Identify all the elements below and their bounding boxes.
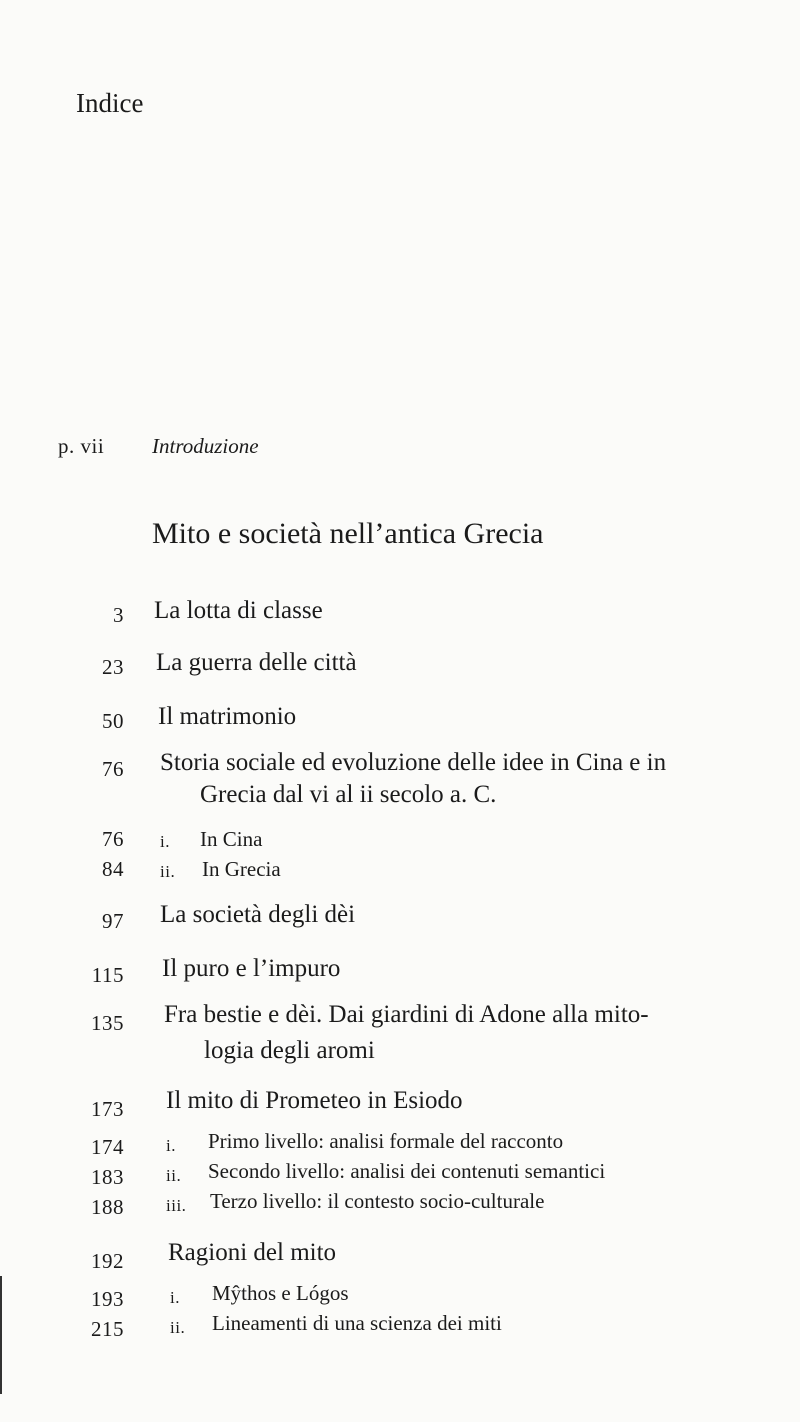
entry-page-number: 174 <box>91 1135 124 1159</box>
entry-page-number: 3 <box>113 603 124 627</box>
entry-title-continuation: Grecia dal vi al ii secolo a. C. <box>200 781 497 808</box>
scan-margin-line <box>0 1276 2 1394</box>
intro-page-number: p. vii <box>58 434 105 458</box>
page-title: Indice <box>76 88 144 118</box>
entry-title: Mŷthos e Lógos <box>212 1281 349 1305</box>
entry-title: Secondo livello: analisi dei contenuti semantici <box>208 1159 606 1183</box>
entry-roman-numeral: iii. <box>166 1196 187 1215</box>
entry-page-number: 135 <box>91 1011 124 1035</box>
entry-page-number: 173 <box>91 1097 124 1121</box>
entry-page-number: 192 <box>91 1249 124 1273</box>
entry-roman-numeral: ii. <box>170 1318 186 1337</box>
entry-page-number: 23 <box>102 655 124 679</box>
entry-title: Terzo livello: il contesto socio-culturale <box>210 1189 545 1213</box>
entry-roman-numeral: i. <box>170 1288 180 1307</box>
entry-title: Primo livello: analisi formale del racconto <box>208 1129 564 1153</box>
entry-title: Il mito di Prometeo in Esiodo <box>166 1087 463 1114</box>
entry-title-continuation: logia degli aromi <box>204 1037 375 1064</box>
entry-roman-numeral: i. <box>160 832 170 851</box>
section-heading: Mito e società nell’antica Grecia <box>152 517 544 550</box>
entry-roman-numeral: i. <box>166 1136 176 1155</box>
entry-title: Ragioni del mito <box>168 1239 337 1266</box>
entry-title: Lineamenti di una scienza dei miti <box>212 1311 502 1335</box>
entry-page-number: 188 <box>91 1195 124 1219</box>
entry-page-number: 215 <box>91 1317 124 1341</box>
entry-page-number: 193 <box>91 1287 124 1311</box>
entry-title: In Cina <box>200 827 263 851</box>
entry-roman-numeral: ii. <box>166 1166 182 1185</box>
entry-title: Storia sociale ed evoluzione delle idee in Cina e in <box>160 749 667 776</box>
entry-title: La lotta di classe <box>154 597 323 624</box>
entry-title: Il matrimonio <box>158 703 297 730</box>
entry-page-number: 50 <box>102 709 124 733</box>
intro-entry <box>58 434 259 459</box>
entry-page-number: 76 <box>102 757 124 781</box>
entry-roman-numeral: ii. <box>160 862 176 881</box>
entry-page-number: 115 <box>91 963 124 987</box>
entry-title: La guerra delle città <box>156 649 357 676</box>
entry-page-number: 84 <box>102 857 124 881</box>
entry-title: La società degli dèi <box>160 901 356 928</box>
entry-page-number: 183 <box>91 1165 124 1189</box>
entry-page-number: 76 <box>102 827 124 851</box>
entry-title: Fra bestie e dèi. Dai giardini di Adone alla mito- <box>164 1001 649 1028</box>
entry-title: Il puro e l’impuro <box>162 955 341 982</box>
entry-page-number: 97 <box>102 909 124 933</box>
entry-title: In Grecia <box>202 857 281 881</box>
intro-title: Introduzione <box>152 434 259 458</box>
